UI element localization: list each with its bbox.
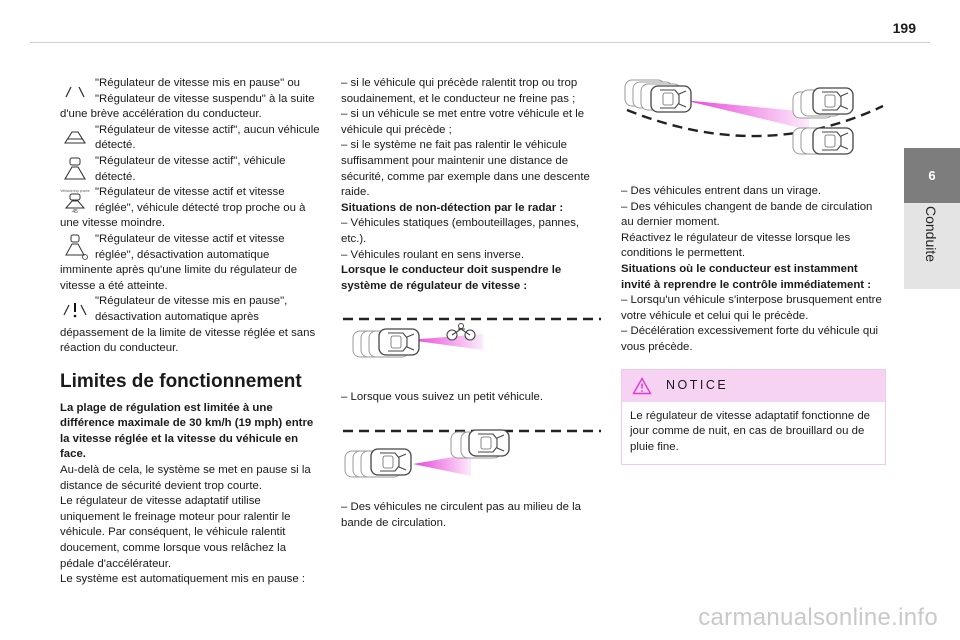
small-vehicle-figure [341,314,603,372]
paragraph: Le régulateur de vitesse adaptatif utilise uniquement le freinage moteur pour ralentir le véhicule. Par conséquent, le véhicule ralentit doucement, comme lorsque vous relâchez la pédale d'accélérateur. [60,495,291,570]
section-title: Limites de fonctionnement [60,370,302,392]
page-number: 199 [892,20,916,36]
status-item-paused: "Régulateur de vitesse mis en pause" ou "Régulateur de vitesse suspendu" à la suite d'une brève accélération du conducteur. [60,77,315,121]
status-item-warning-paused: "Régulateur de vitesse mis en pause", désactivation automatique après dépassement de la limite de vitesse réglée et sans réaction du conducteur. [60,295,316,355]
chapter-title: Conduite [923,206,939,263]
cruise-warning-paused-icon [60,295,90,322]
limit-speed-caption: 45 [72,209,78,214]
paragraph: Au-delà de cela, le système se met en pause si la distance de sécurité devient trop courte. [60,464,311,492]
heading-radar: Situations de non-détection par le radar : [341,201,564,214]
status-item-limit: "Régulateur de vitesse actif et vitesse réglée", désactivation automatique imminente après qu'une limite du régulateur de vitesse a été atteinte. [60,232,298,292]
list-item: – Des véhicules changent de bande de circulation au dernier moment. [621,200,873,229]
paragraph: Le système est automatiquement mis en pause : [60,573,306,586]
caption-off-center: – Des véhicules ne circulent pas au milieu de la bande de circulation. [341,500,581,529]
cruise-active-vehicle-icon [60,155,90,182]
off-center-figure [341,426,603,490]
status-item-too-close: Véhicule trop proche 45 "Régulateur de vitesse actif et vitesse réglée", véhicule détecté trop proche ou à une vitesse moindre. [60,186,306,230]
list-item: – Des véhicules entrent dans un virage. [621,185,822,197]
cruise-limit-icon [60,233,90,260]
chapter-number-tab: 6 [904,148,960,203]
watermark: carmanualsonline.info [698,604,938,631]
column-right [621,76,886,465]
status-item-active-vehicle: "Régulateur de vitesse actif", véhicule détecté. [60,154,322,185]
list-item: – si le véhicule qui précède ralentit trop ou trop soudainement, et le conducteur ne freine pas ; [341,77,578,105]
list-item: – Lorsqu'un véhicule s'interpose brusquement entre votre véhicule et celui qui le précède. [621,294,882,322]
list-item: – Véhicules roulant en sens inverse. [341,248,524,261]
notice-title: NOTICE [666,377,729,392]
notice-text: Le régulateur de vitesse adaptatif fonctionne de jour comme de nuit, en cas de brouillard ou de pluie fine. [630,409,871,453]
header-rule [30,42,930,43]
too-close-caption: Véhicule trop proche [60,189,90,194]
cruise-active-no-vehicle-icon [60,124,90,151]
column-left [60,76,322,588]
cruise-paused-icon [60,77,90,104]
notice-header [622,370,885,402]
list-item: – si le système ne fait pas ralentir le véhicule suffisamment pour maintenir une distance de sécurité, comme par exemple dans une descente raide. [341,139,590,199]
warning-triangle-icon [632,377,652,395]
list-item: – Décélération excessivement forte du véhicule qui vous précède. [621,325,879,353]
column-middle [341,76,606,531]
notice-box [621,369,886,466]
list-item: – si un véhicule se met entre votre véhicule et le véhicule qui précède ; [341,108,585,136]
heading-suspend: Lorsque le conducteur doit suspendre le système de régulateur de vitesse : [341,264,562,292]
bend-figure [621,72,885,178]
reactivate-note: Réactivez le régulateur de vitesse lorsque les conditions le permettent. [621,231,851,260]
status-item-active-none: "Régulateur de vitesse actif", aucun véhicule détecté. [60,123,322,154]
caption-small-vehicle: – Lorsque vous suivez un petit véhicule. [341,391,543,404]
heading-resume: Situations où le conducteur est instamment invité à reprendre le contrôle immédiatement : [621,262,872,291]
list-item: – Véhicules statiques (embouteillages, pannes, etc.). [341,217,580,245]
cruise-too-close-icon [60,186,90,213]
regulation-range: La plage de régulation est limitée à une différence maximale de 30 km/h (19 mph) entre la vitesse réglée et la vitesse du véhicule en face. [60,401,314,461]
